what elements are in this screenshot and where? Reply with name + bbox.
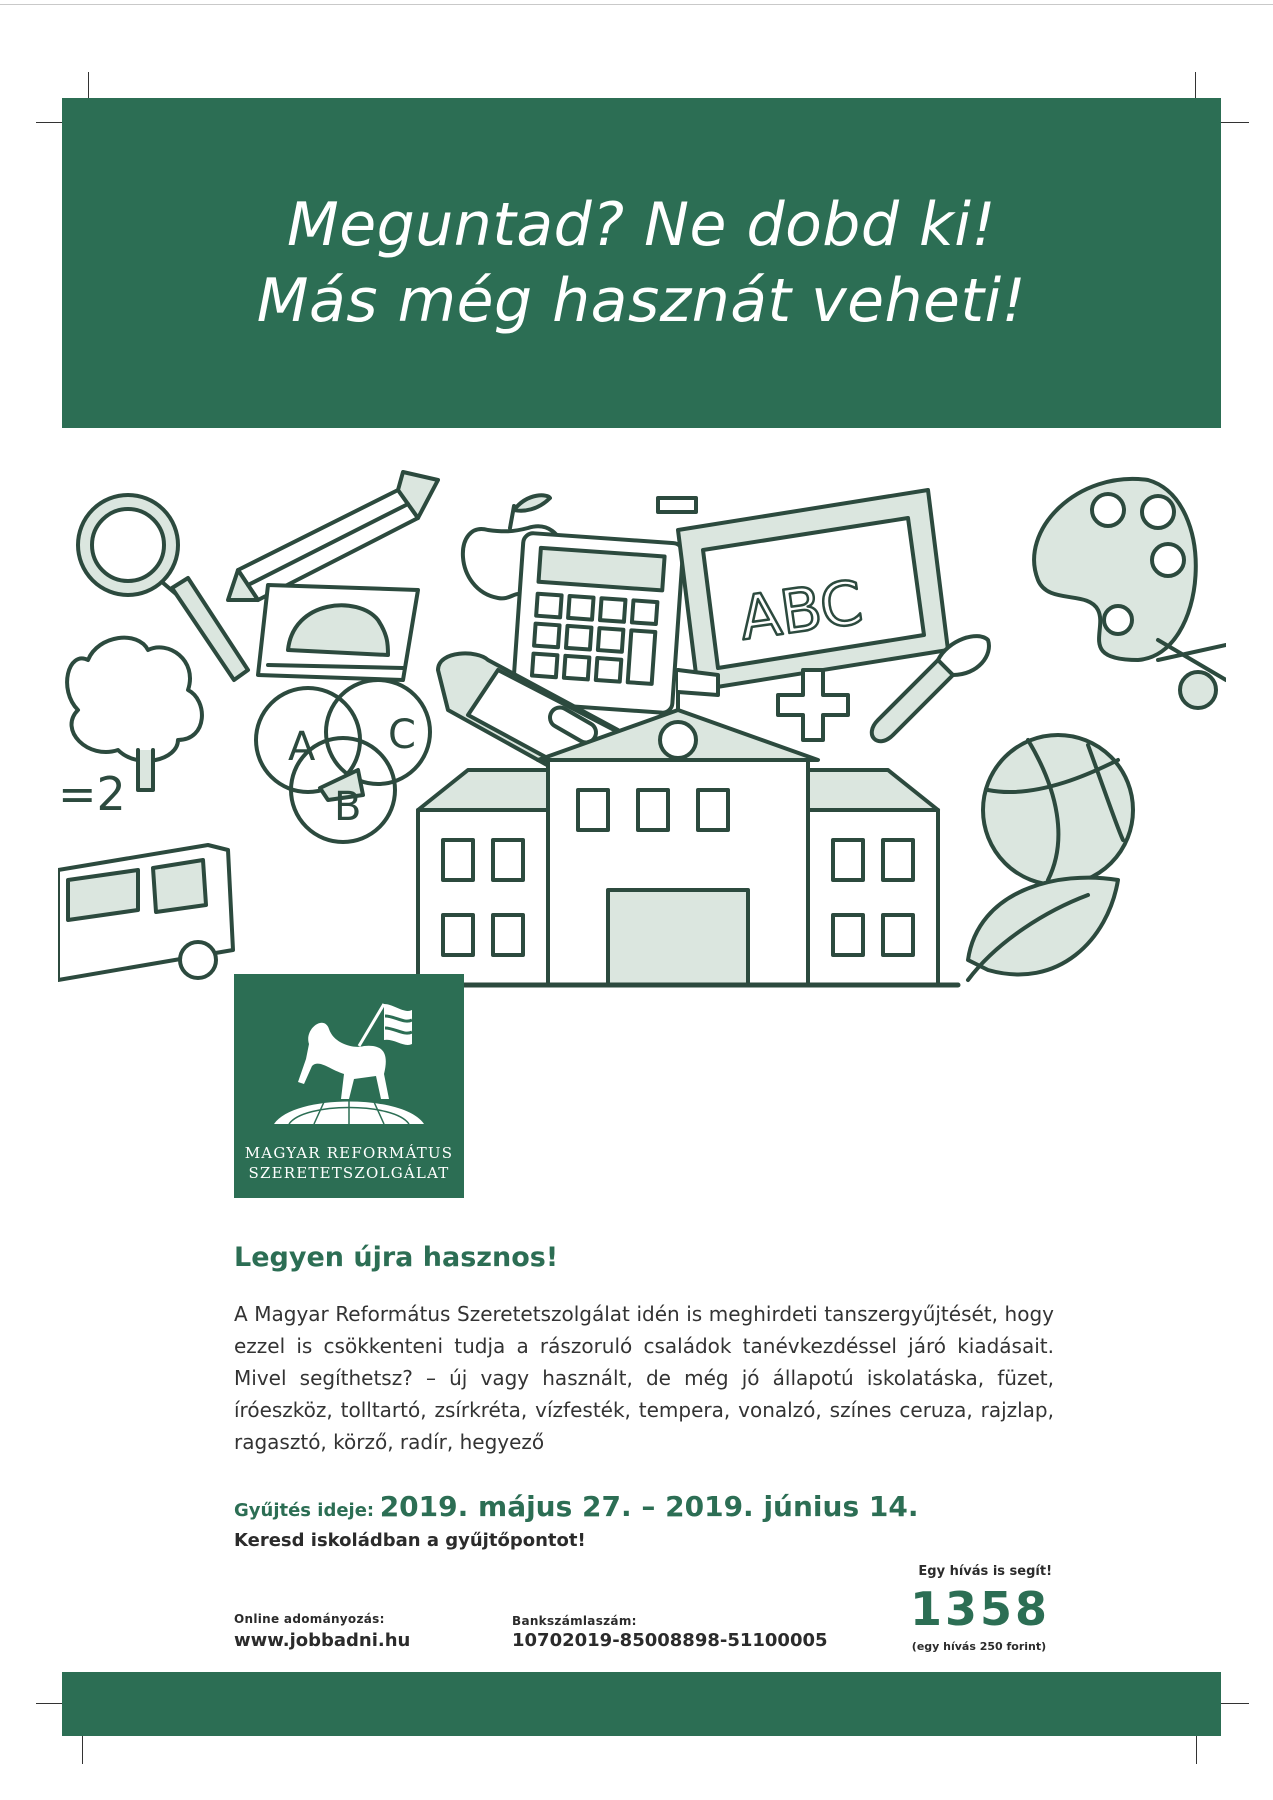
chalkboard-text: ABC xyxy=(735,567,867,655)
palette-icon xyxy=(1034,479,1196,660)
subtitle: Legyen újra hasznos! xyxy=(234,1242,559,1273)
crop-mark xyxy=(36,122,64,123)
call-cost-note: (egy hívás 250 forint) xyxy=(911,1640,1047,1653)
protractor-icon xyxy=(258,585,418,680)
collection-point-note: Keresd iskoládban a gyűjtőpontot! xyxy=(234,1530,586,1551)
chalkboard-icon xyxy=(678,490,948,690)
venn-label-c: C xyxy=(388,712,416,758)
horse-globe-emblem xyxy=(234,974,464,1139)
call-number: 1358 xyxy=(909,1582,1051,1636)
crop-mark xyxy=(1221,1703,1249,1704)
venn-label-b: B xyxy=(334,784,362,830)
headline-line-2: Más még hasznát veheti! xyxy=(256,266,1027,336)
collection-dates xyxy=(234,1490,918,1523)
call-label: Egy hívás is segít! xyxy=(918,1564,1052,1579)
collection-date-range: 2019. május 27. – 2019. június 14. xyxy=(379,1490,919,1523)
online-donation-label: Online adományozás: xyxy=(234,1612,385,1626)
logo-text-line-2: SZERETETSZOLGÁLAT xyxy=(248,1164,450,1182)
crop-mark xyxy=(1195,72,1196,100)
logo-text-line-1: MAGYAR REFORMÁTUS xyxy=(244,1144,454,1162)
crop-mark xyxy=(1221,122,1249,123)
body-paragraph: A Magyar Református Szeretetszolgálat idén is meghirdeti tanszergyűjtését, hogy ezzel is csökkenteni tudja a rászoruló családok tanévkezdéssel járó kiadásait. Mivel segíthetsz? – új vagy használt, de még jó állapotú iskolatáska, füzet, íróeszköz, tolltartó, zsírkréta, vízfesték, tempera, vonalzó, színes ceruza, rajzlap, ragasztó, körző, radír, hegyező xyxy=(234,1302,1054,1454)
crop-mark xyxy=(82,1736,83,1764)
crop-mark xyxy=(1196,1736,1197,1764)
bank-account-label: Bankszámlaszám: xyxy=(512,1614,637,1628)
venn-label-a: A xyxy=(288,724,316,770)
venn-diagram-icon xyxy=(256,680,430,842)
minus-icon xyxy=(658,498,696,512)
header-banner xyxy=(62,98,1221,428)
scan-line xyxy=(0,4,1273,5)
ball-icon xyxy=(983,735,1133,885)
leaf-icon xyxy=(968,878,1118,980)
pencil-icon xyxy=(228,472,438,600)
collection-label: Gyűjtés ideje: xyxy=(234,1500,375,1521)
organization-logo xyxy=(234,974,464,1198)
plus-icon xyxy=(778,670,848,740)
headline-line-1: Meguntad? Ne dobd ki! xyxy=(287,190,996,260)
online-donation-url[interactable]: www.jobbadni.hu xyxy=(234,1630,411,1651)
crop-mark xyxy=(36,1703,64,1704)
bus-icon xyxy=(58,845,233,980)
crop-mark xyxy=(88,72,89,100)
scissors-icon xyxy=(1158,640,1226,708)
footer-band xyxy=(62,1672,1221,1736)
bank-account-number: 10702019-85008898-51100005 xyxy=(512,1630,828,1651)
equation-text: =2 xyxy=(58,767,126,821)
